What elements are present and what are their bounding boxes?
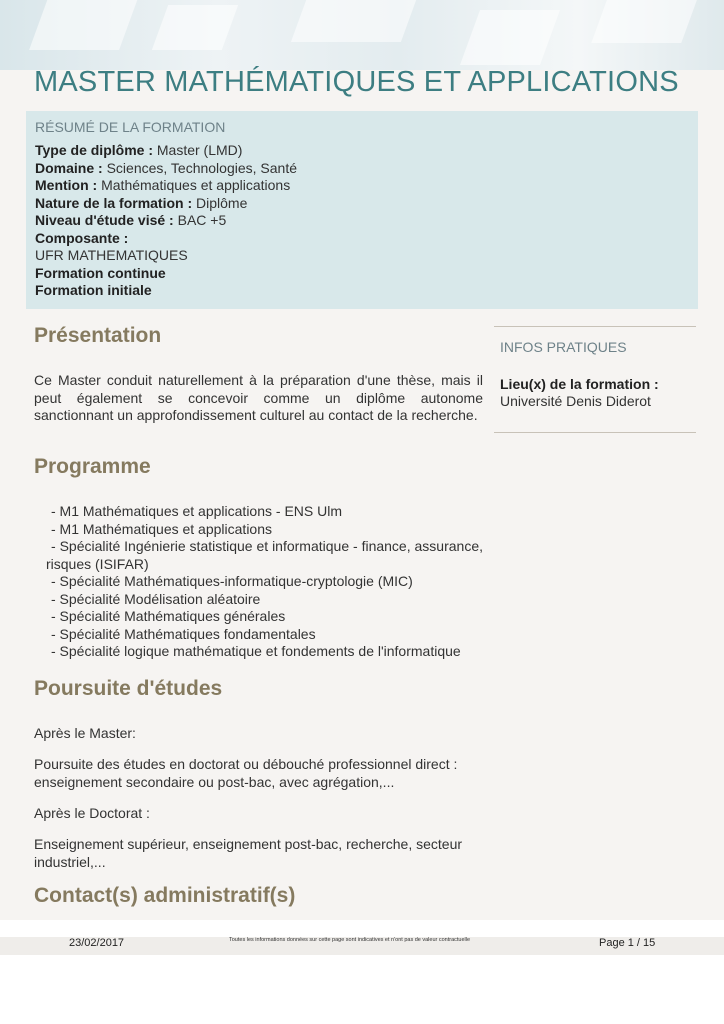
nature-row (35, 195, 297, 213)
diploma-type-value: Master (LMD) (156, 142, 243, 158)
footer-disclaimer: Toutes les informations données sur cette page sont indicatives et n'ont pas de valeur contractuelle (229, 937, 471, 943)
after-master-heading: Après le Master: (34, 725, 136, 741)
page-title: MASTER MATHÉMATIQUES ET APPLICATIONS (34, 66, 679, 98)
header-banner-image (0, 0, 724, 70)
list-item: - Spécialité logique mathématique et fondements de l'informatique (51, 643, 461, 659)
location-value: Université Denis Diderot (500, 393, 651, 409)
diploma-type-label: Type de diplôme : (35, 142, 153, 158)
summary-box (26, 111, 698, 309)
programme-title: Programme (34, 455, 151, 478)
diploma-type-row (35, 142, 297, 160)
mention-value: Mathématiques et applications (101, 177, 291, 193)
presentation-title: Présentation (34, 324, 162, 347)
initial-education: Formation initiale (35, 282, 152, 298)
list-item: - Spécialité Mathématiques fondamentales (51, 625, 316, 642)
list-item: - M1 Mathématiques et applications - ENS Ulm (51, 503, 342, 519)
nature-label: Nature de la formation : (35, 194, 193, 211)
list-item: - Spécialité Ingénierie statistique et informatique - finance, assurance, risques (ISIFAR) (46, 538, 483, 572)
page-number: Page 1 / 15 (599, 937, 656, 949)
domain-value: Sciences, Technologies, Santé (106, 159, 297, 176)
component-row (35, 230, 297, 248)
domain-row (35, 160, 297, 178)
continuing-education: Formation continue (35, 264, 166, 281)
summary-details (35, 142, 297, 300)
component-value: UFR MATHEMATIQUES (35, 247, 188, 263)
list-item: - Spécialité Modélisation aléatoire (51, 590, 261, 607)
location-label: Lieu(x) de la formation : (500, 376, 659, 392)
list-item: - M1 Mathématiques et applications (51, 520, 272, 537)
mention-label: Mention : (35, 177, 98, 193)
practical-info-panel (494, 326, 696, 433)
list-item: - Spécialité Mathématiques-informatique-cryptologie (MIC) (51, 573, 413, 589)
after-doctorate-text: Enseignement supérieur, enseignement post-bac, recherche, secteur industriel,... (34, 836, 463, 870)
footer-date: 23/02/2017 (69, 937, 125, 949)
summary-heading: RÉSUMÉ DE LA FORMATION (35, 119, 226, 135)
programme-list (46, 503, 483, 661)
contact-title: Contact(s) administratif(s) (34, 884, 296, 907)
component-label: Composante : (35, 229, 129, 246)
after-doctorate-heading: Après le Doctorat : (34, 805, 150, 821)
mention-row (35, 177, 297, 195)
studies-title: Poursuite d'études (34, 677, 223, 700)
after-master-text: Poursuite des études en doctorat ou débouché professionnel direct : enseignement secondaire ou post-bac, avec agrégation,... (34, 756, 458, 790)
practical-info-heading: INFOS PRATIQUES (500, 339, 627, 355)
level-value: BAC +5 (177, 212, 227, 228)
presentation-text: Ce Master conduit naturellement à la préparation d'une thèse, mais il peut également se concevoir comme un diplôme autonome sanctionnant un approfondissement culturel au contact de la recherche. (34, 372, 483, 423)
domain-label: Domaine : (35, 159, 103, 176)
list-item: - Spécialité Mathématiques générales (51, 608, 286, 624)
level-row (35, 212, 297, 230)
level-label: Niveau d'étude visé : (35, 212, 174, 228)
nature-value: Diplôme (196, 194, 248, 211)
